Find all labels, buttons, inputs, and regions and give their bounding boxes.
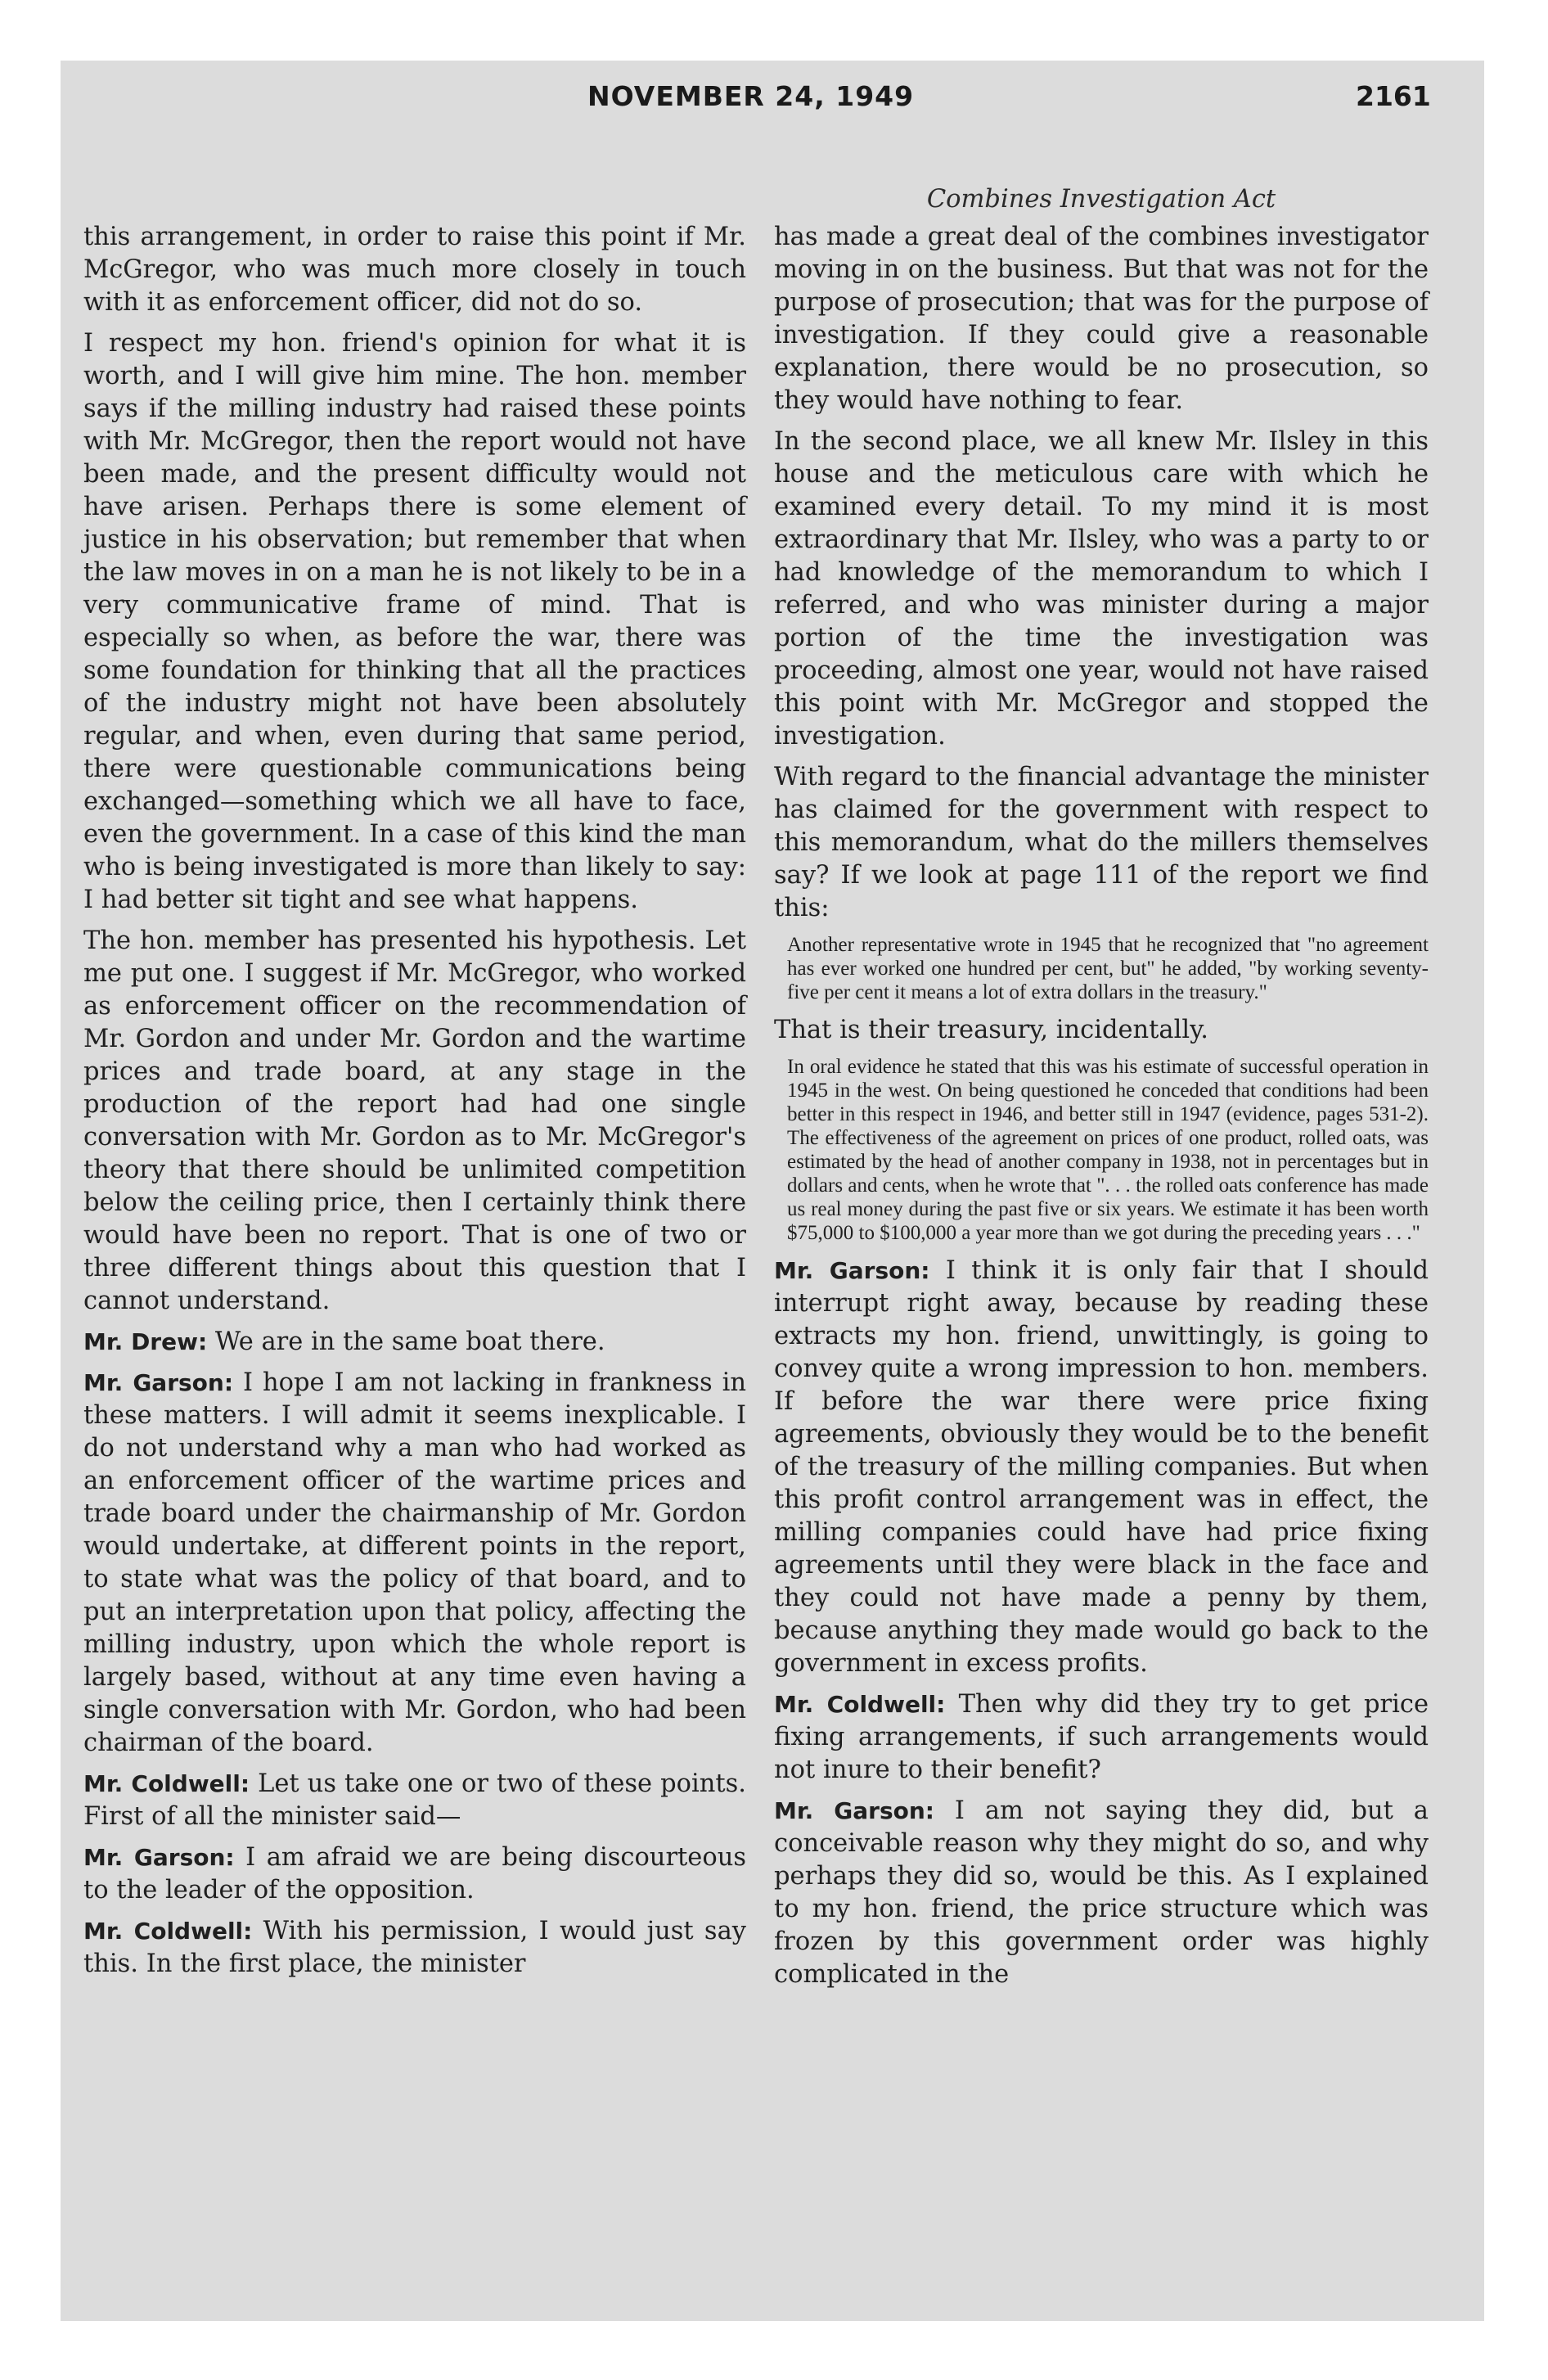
speaker-name: Mr. Coldwell: bbox=[83, 1770, 250, 1797]
speech-paragraph bbox=[774, 1255, 1429, 1680]
running-header-date: NOVEMBER 24, 1949 bbox=[587, 80, 915, 112]
speaker-name: Mr. Coldwell: bbox=[774, 1691, 946, 1718]
speech-text: I am afraid we are being discourteous to the leader of the opposition. bbox=[83, 1843, 746, 1904]
speaker-name: Mr. Coldwell: bbox=[83, 1918, 253, 1945]
left-column bbox=[83, 221, 746, 1989]
paragraph: In the second place, we all knew Mr. Ilsley in this house and the meticulous care with which he examined every detail. To my mind it is most extraordinary that Mr. Ilsley, who was a party to or had knowledge of the memorandum to which I referred, and who was minister during a major portion of the time the investigation was proceeding, almost one year, would not have raised this point with Mr. McGregor and stopped the investigation. bbox=[774, 427, 1429, 751]
block-quote: In oral evidence he stated that this was his estimate of successful operation in 1945 in the west. On being questioned he conceded that conditions had been better in this respect in 1946, and better still in 1947 (evidence, pages 531-2). The effectiveness of the agreement on prices of one product, rolled oats, was estimated by the head of another company in 1938, not in percentages but in dollars and cents, when he wrote that ". . . the rolled oats conference has made us real money during the past five or six years. We estimate it has been worth $75,000 to $100,000 a year more than we got during the preceding years . . ." bbox=[787, 1056, 1429, 1244]
running-subtitle: Combines Investigation Act bbox=[926, 185, 1276, 214]
speech-paragraph bbox=[83, 1367, 746, 1760]
speech-text: I think it is only fair that I should interrupt right away, because by reading these extracts my hon. friend, unwittingly, is going to convey quite a wrong impression to hon. members. If before the war there were price fixing agreements, obviously they would be to the benefit of the treasury of the milling companies. But when this profit control arrangement was in effect, the milling companies could have had price fixing agreements until they were black in the face and they could not have made a penny by them, because anything they made would go back to the government in excess profits. bbox=[774, 1256, 1429, 1678]
speaker-name: Mr. Garson: bbox=[83, 1844, 235, 1871]
paragraph: With regard to the financial advantage the minister has claimed for the government with respect to this memorandum, what do the millers themselves say? If we look at page 111 of the report we find this: bbox=[774, 763, 1429, 922]
speech-paragraph bbox=[774, 1795, 1429, 1991]
speech-paragraph bbox=[83, 1768, 746, 1833]
page-number: 2161 bbox=[1356, 80, 1431, 112]
paragraph: this arrangement, in order to raise this point if Mr. McGregor, who was much more closely in touch with it as enforcement officer, did not do so. bbox=[83, 223, 746, 317]
speech-text: I am not saying they did, but a conceivable reason why they might do so, and why perhaps they did so, would be this. As I explained to my hon. friend, the price structure which was frozen by this government order was highly complicated in the bbox=[774, 1796, 1429, 1989]
speaker-name: Mr. Drew: bbox=[83, 1328, 208, 1355]
block-quote: Another representative wrote in 1945 that he recognized that "no agreement has ever worked one hundred per cent, but" he added, "by working seventy-five per cent it means a lot of extra dollars in the treasury." bbox=[787, 934, 1429, 1003]
speech-text: Let us take one or two of these points. First of all the minister said— bbox=[83, 1769, 747, 1831]
speech-paragraph bbox=[83, 1841, 746, 1907]
speech-paragraph bbox=[83, 1326, 746, 1359]
speech-text: Then why did they try to get price fixing arrangements, if such arrangements would not inure to their benefit? bbox=[774, 1690, 1429, 1784]
speech-text: We are in the same boat there. bbox=[207, 1327, 605, 1356]
paragraph: has made a great deal of the combines investigator moving in on the business. But that was not for the purpose of prosecution; that was for the purpose of investigation. If they could give a reasonable explanation, there would be no prosecution, so they would have nothing to fear. bbox=[774, 223, 1429, 415]
speaker-name: Mr. Garson: bbox=[774, 1797, 934, 1824]
speech-paragraph bbox=[83, 1915, 746, 1981]
paragraph: The hon. member has presented his hypothesis. Let me put one. I suggest if Mr. McGregor, who worked as enforcement officer on the recommendation of Mr. Gordon and under Mr. Gordon and the wartime prices and trade board, at any stage in the production of the report had had one single conversation with Mr. Gordon as to Mr. McGregor's theory that there should be unlimited competition below the ceiling price, then I certainly think there would have been no report. That is one of two or three different things about this question that I cannot understand. bbox=[83, 926, 746, 1315]
paragraph: I respect my hon. friend's opinion for what it is worth, and I will give him mine. The hon. member says if the milling industry had raised these points with Mr. McGregor, then the report would not have been made, and the present difficulty would not have arisen. Perhaps there is some element of justice in his observation; but remember that when the law moves in on a man he is not likely to be in a very communicative frame of mind. That is especially so when, as before the war, there was some foundation for thinking that all the practices of the industry might not have been absolutely regular, and when, even during that same period, there were questionable communications being exchanged—something which we all have to face, even the government. In a case of this kind the man who is being investigated is more than likely to say: I had better sit tight and see what happens. bbox=[83, 329, 746, 914]
speaker-name: Mr. Garson: bbox=[83, 1369, 234, 1396]
right-column bbox=[774, 221, 1429, 1999]
speech-paragraph bbox=[774, 1688, 1429, 1787]
speech-text: With his permission, I would just say this. In the first place, the minister bbox=[83, 1917, 746, 1978]
speaker-name: Mr. Garson: bbox=[774, 1257, 930, 1284]
paragraph: That is their treasury, incidentally. bbox=[774, 1016, 1208, 1044]
speech-text: I hope I am not lacking in frankness in these matters. I will admit it seems inexplicable. I do not understand why a man who had worked as an enforcement officer of the wartime prices and trade board under the chairmanship of Mr. Gordon would undertake, at different points in the report, to state what was the policy of that board, and to put an interpretation upon that policy, affecting the milling industry, upon which the whole report is largely based, without at any time even having a single conversation with Mr. Gordon, who had been chairman of the board. bbox=[83, 1368, 746, 1757]
